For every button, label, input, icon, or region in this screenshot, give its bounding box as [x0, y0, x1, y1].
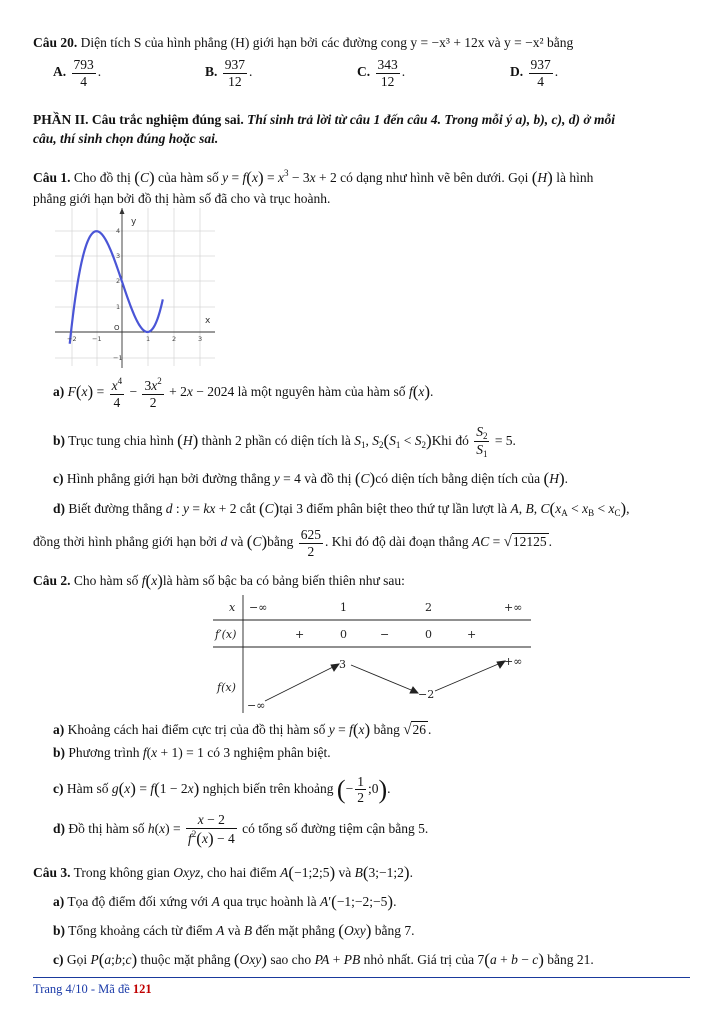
x-tick-label: −2 [67, 335, 77, 343]
statement-label: a) [53, 722, 65, 737]
page-footer [33, 981, 152, 998]
statement-label: a) [53, 894, 65, 909]
option-d[interactable]: D. $\frac{937}{4}$ . [510, 57, 559, 89]
option-fraction: $\frac{937}{12}$ [224, 57, 246, 89]
option-c[interactable]: C. $\frac{343}{12}$ . [357, 57, 406, 89]
q2-statement-a[interactable]: a) Khoảng cách hai điểm cực trị của đồ thị hàm số y = f(x) bằng √26 . [53, 720, 432, 739]
y-tick-label: 4 [116, 227, 121, 235]
option-fraction: $\frac{937}{4}$ [530, 57, 551, 89]
table-header-fprime: f′(x) [215, 628, 237, 641]
f-value: +∞ [504, 655, 523, 668]
derivative-sign: − [380, 628, 390, 641]
question-1-stem-line2: phẳng giới hạn bởi đồ thị hàm số đã cho và trục hoành. [33, 191, 331, 206]
x-value: 2 [425, 601, 432, 614]
x-tick-label: 2 [172, 335, 177, 343]
x-axis-label: x [205, 316, 211, 326]
option-fraction: $\frac{793}{4}$ [73, 57, 94, 89]
x-value: +∞ [504, 601, 523, 614]
derivative-sign: 0 [340, 628, 347, 641]
variation-table [213, 595, 533, 715]
q1-statement-a[interactable]: a) F(x) = $\frac{x^4}{4}$ − $\frac{3x^2}{2}$ + 2x − 2024 là một nguyên hàm của hàm số f(x). [53, 376, 434, 410]
f-value: 3 [339, 658, 346, 671]
part-2-heading-line2 [33, 130, 218, 148]
x-tick-label: 1 [146, 335, 151, 343]
statement-label: c) [53, 952, 64, 967]
option-a[interactable]: A. $\frac{793}{4}$ . [53, 57, 102, 89]
q3-statement-b[interactable]: b) Tổng khoảng cách từ điểm A và B đến mặt phẳng (Oxy) bằng 7. [53, 921, 415, 940]
f-value: −∞ [247, 699, 266, 712]
option-letter: B. [205, 64, 218, 80]
x-tick-label: −1 [92, 335, 102, 343]
statement-label: b) [53, 923, 66, 938]
x-value: −∞ [249, 601, 268, 614]
q2-statement-d[interactable]: d) Đồ thị hàm số h(x) = $\frac{x - 2}{f^2(x) - 4}$ có tổng số đường tiệm cận bằng 5. [53, 812, 429, 848]
origin-label: O [114, 324, 120, 332]
statement-label: d) [53, 501, 66, 516]
question-3-stem: Câu 3. Trong không gian Oxyz, cho hai điểm A(−1;2;5) và B(3;−1;2). [33, 863, 413, 882]
question-label: Câu 3. [33, 865, 71, 880]
footer-exam-code: 121 [132, 982, 152, 996]
part-title: PHẦN II. Câu trắc nghiệm đúng sai. [33, 112, 244, 127]
option-b[interactable]: B. $\frac{937}{12}$ . [205, 57, 253, 89]
question-label: Câu 1. [33, 170, 71, 185]
y-tick-label: 3 [116, 252, 121, 260]
graph-grid [55, 208, 215, 366]
q2-statement-b[interactable]: b) Phương trình f(x + 1) = 1 có 3 nghiệm phân biệt. [53, 745, 331, 760]
y-tick-label: 1 [116, 303, 121, 311]
question-label: Câu 20. [33, 35, 78, 50]
derivative-sign: + [295, 628, 305, 641]
statement-label: d) [53, 821, 66, 837]
question-1-stem: Câu 1. Cho đồ thị (C) của hàm số $y = f(x) = x^3 - 3x + 2$ có dạng như hình vẽ bên dưới. Gọi (H) là hình [33, 168, 594, 187]
x-value: 1 [340, 601, 347, 614]
q1-statement-c[interactable]: c) Hình phẳng giới hạn bởi đường thẳng y = 4 và đồ thị (C)có diện tích bằng diện tích của (H). [53, 469, 568, 488]
y-axis-label: y [131, 217, 137, 227]
question-label: Câu 2. [33, 573, 71, 588]
question-20 [33, 34, 703, 52]
footer-divider [33, 977, 690, 978]
question-2-stem: Câu 2. Cho hàm số f(x)là hàm số bậc ba có bảng biến thiên như sau: [33, 571, 405, 590]
option-letter: C. [357, 64, 371, 80]
statement-label: a) [53, 384, 65, 400]
y-axis-arrow-icon [120, 208, 125, 214]
part-instruction: Thí sinh trả lời từ câu 1 đến câu 4. Trong mỗi ý a), b), c), d) ở mỗi [247, 112, 615, 127]
statement-label: c) [53, 471, 64, 486]
variation-arrows [265, 661, 505, 701]
derivative-sign: 0 [425, 628, 432, 641]
part-instruction: câu, thí sinh chọn đúng hoặc sai. [33, 131, 219, 146]
q3-statement-c[interactable]: c) Gọi P(a;b;c) thuộc mặt phẳng (Oxy) sao cho PA + PB nhỏ nhất. Giá trị của 7(a + b − c) bằng 21. [53, 950, 594, 969]
q2-statement-c[interactable]: c) Hàm số g(x) = f(1 − 2x) nghịch biến trên khoảng (− $\frac{1}{2}$ ;0). [53, 773, 391, 806]
function-graph [55, 208, 225, 370]
statement-label: b) [53, 432, 66, 448]
y-tick-label: −1 [113, 354, 123, 362]
footer-page: Trang 4/10 - Mã đề [33, 982, 130, 996]
option-fraction: $\frac{343}{12}$ [377, 57, 398, 89]
derivative-sign: + [467, 628, 477, 641]
table-header-f: f(x) [217, 681, 236, 694]
q1-statement-b[interactable]: b) Trục tung chia hình (H) thành 2 phần có diện tích là $S_1$, $S_2(S_1 < S_2)Khi$ đó $\frac{S_2}{S_1}$ = 5. [53, 424, 516, 460]
q1-statement-d-line2: đồng thời hình phẳng giới hạn bởi d và (C)bằng $\frac{625}{2}$ . Khi đó độ dài đoạn thẳng AC = √12125 . [33, 527, 552, 559]
q3-statement-a[interactable]: a) Tọa độ điểm đối xứng với A qua trục hoành là A′(−1;−2;−5). [53, 892, 397, 911]
y-tick-label: 2 [116, 277, 121, 285]
statement-label: c) [53, 781, 64, 796]
table-header-x: x [229, 601, 236, 614]
statement-label: b) [53, 745, 66, 760]
option-letter: D. [510, 64, 524, 80]
q1-statement-d[interactable]: d) Biết đường thẳng d : y = kx + 2 cắt (C)tại 3 điểm phân biệt theo thứ tự lần lượt là A, B, $C(x_A < x_B < x_C)$, [53, 499, 630, 518]
x-tick-label: 3 [198, 335, 203, 343]
part-2-heading [33, 111, 693, 129]
option-letter: A. [53, 64, 67, 80]
question-stem: Diện tích S của hình phẳng (H) giới hạn bởi các đường cong y = −x³ + 12x và y = −x² bằng [80, 35, 574, 50]
f-value: −2 [418, 688, 435, 701]
